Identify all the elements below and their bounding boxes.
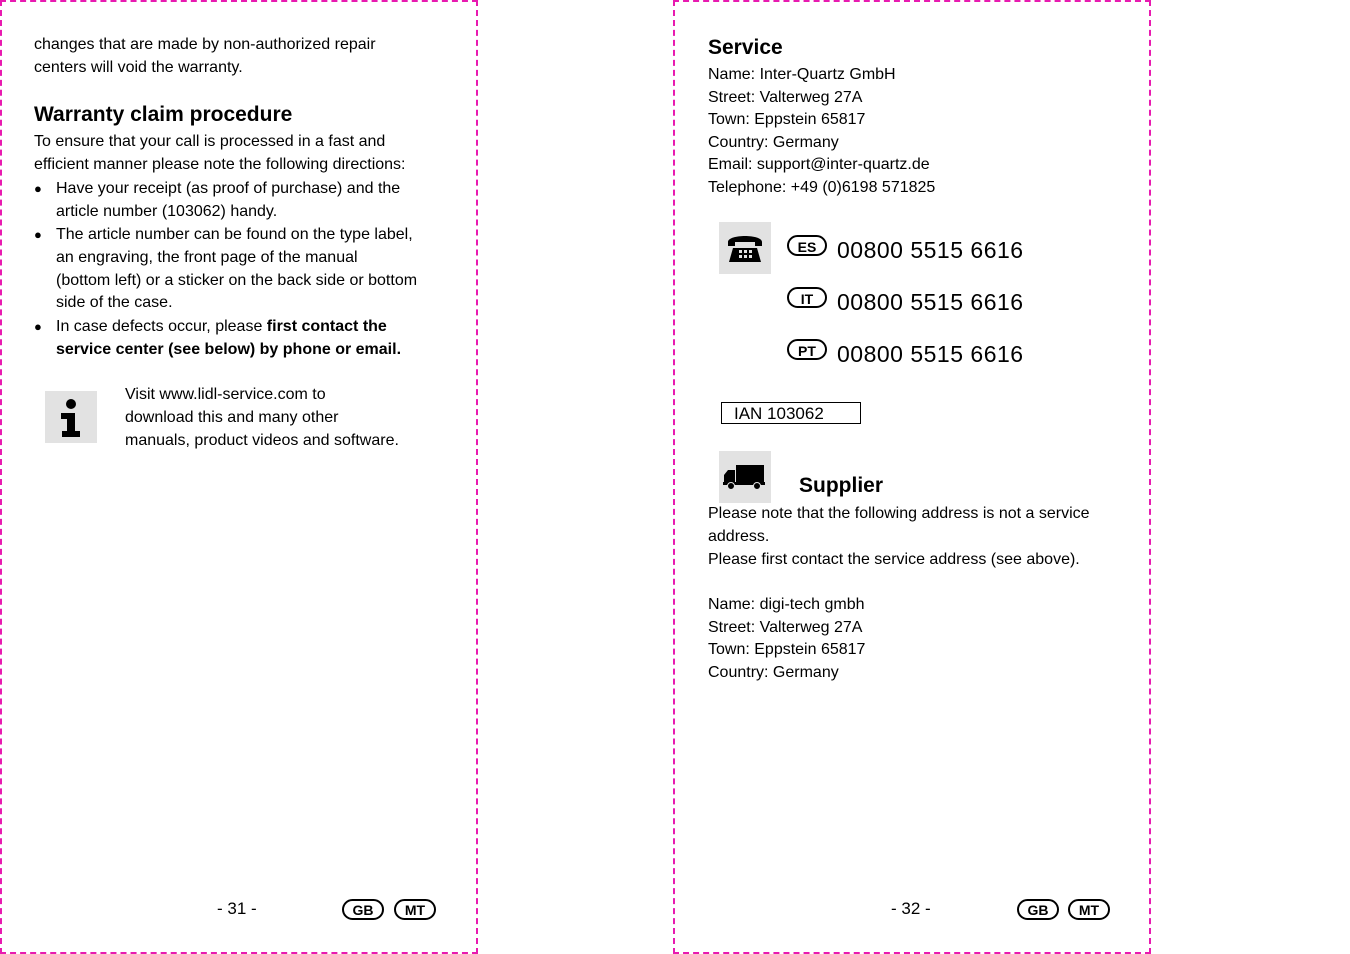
bullet-dot: ● [34, 181, 42, 196]
bullet-dot: ● [34, 227, 42, 242]
page-number-32: - 32 - [891, 899, 931, 918]
lang-badge-gb: GB [342, 899, 384, 920]
service-country: Country: Germany [708, 134, 839, 151]
supplier-note-line-3: Please first contact the service address (see above). [708, 551, 1080, 568]
truck-icon [719, 451, 771, 503]
intro-line-1: changes that are made by non-authorized repair [34, 36, 376, 53]
service-name: Name: Inter-Quartz GmbH [708, 66, 896, 83]
service-heading: Service [708, 36, 783, 59]
service-street: Street: Valterweg 27A [708, 89, 863, 106]
info-icon [45, 391, 97, 443]
service-town: Town: Eppstein 65817 [708, 111, 866, 128]
supplier-street: Street: Valterweg 27A [708, 619, 863, 636]
service-email: Email: support@inter-quartz.de [708, 156, 930, 173]
info-line-2: download this and many other [125, 409, 339, 426]
bullet-line: (bottom left) or a sticker on the back side or bottom [56, 271, 418, 289]
supplier-country: Country: Germany [708, 664, 839, 681]
supplier-name: Name: digi-tech gmbh [708, 596, 865, 613]
info-line-3: manuals, product videos and software. [125, 432, 399, 449]
lang-badge-gb: GB [1017, 899, 1059, 920]
bullet-article-number [34, 224, 418, 315]
country-badge-es: ES [787, 235, 827, 256]
lang-badge-mt: MT [394, 899, 436, 920]
bullet-bold-1: first contact the [266, 318, 387, 335]
bullet-line: The article number can be found on the type label, [56, 226, 413, 243]
procedure-para-line-1: To ensure that your call is processed in a fast and [34, 133, 386, 150]
intro-line-2: centers will void the warranty. [34, 59, 243, 76]
phone-number-pt: 00800 5515 6616 [837, 341, 1024, 367]
procedure-para-line-2: efficient manner please note the following directions: [34, 156, 406, 173]
ian-box: IAN 103062 [721, 402, 861, 424]
warranty-heading: Warranty claim procedure [34, 103, 293, 126]
bullet-line: article number (103062) handy. [56, 202, 278, 220]
bullet-contact [34, 316, 402, 362]
bullet-line: Have your receipt (as proof of purchase) and the [56, 180, 401, 197]
supplier-heading: Supplier [799, 474, 884, 497]
bullet-prefix: In case defects occur, please [56, 318, 267, 335]
phone-number-es: 00800 5515 6616 [837, 237, 1024, 263]
bullet-dot: ● [34, 319, 42, 334]
service-telephone: Telephone: +49 (0)6198 571825 [708, 179, 936, 196]
info-line-1: Visit www.lidl-service.com to [125, 386, 326, 403]
lang-badge-mt: MT [1068, 899, 1110, 920]
bullet-receipt [34, 178, 401, 224]
bullet-bold-2: service center (see below) by phone or email. [56, 340, 402, 358]
telephone-icon [719, 222, 771, 274]
country-badge-it: IT [787, 287, 827, 308]
page-number-31: - 31 - [217, 899, 257, 918]
phone-number-it: 00800 5515 6616 [837, 289, 1024, 315]
country-badge-pt: PT [787, 339, 827, 360]
bullet-line: an engraving, the front page of the manual [56, 248, 358, 266]
supplier-town: Town: Eppstein 65817 [708, 641, 866, 658]
supplier-note-line-1: Please note that the following address is not a service [708, 505, 1090, 522]
bullet-line: side of the case. [56, 294, 173, 312]
supplier-note-line-2: address. [708, 528, 770, 545]
